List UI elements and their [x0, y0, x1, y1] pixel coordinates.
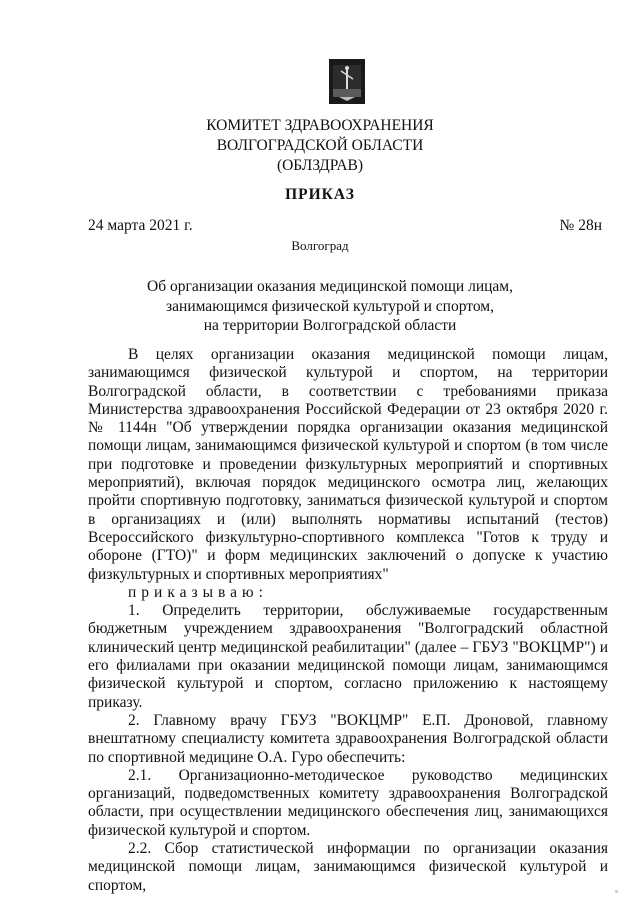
document-title: ПРИКАЗ [285, 186, 355, 203]
item-2-2-paragraph: 2.2. Сбор статистической информации по организации оказания медицинской помощи лицам, занимающимся физической культурой и спортом, [88, 840, 608, 894]
document-city: Волгоград [291, 238, 349, 253]
document-number: № 28н [559, 217, 602, 234]
subject-line3: на территории Волгоградской области [203, 317, 457, 334]
org-name-line2: ВОЛГОГРАДСКОЙ ОБЛАСТИ [216, 137, 424, 154]
subject-line1: Об организации оказания медицинской помощи лицам, [147, 278, 513, 295]
item-2-1-paragraph: 2.1. Организационно-методическое руководство медицинских организаций, подведомственных комитету здравоохранения Волгоградской области, при осуществлении медицинского обеспечения лиц, занимающихся физической культурой и спортом. [88, 766, 608, 839]
preamble-paragraph: В целях организации оказания медицинской помощи лицам, занимающимся физической культурой и спортом, на территории Волгоградской области, в соответствии с требованиями приказа Министерства здравоохранения Российской Федерации от 23 октября 2020 г. № 1144н "Об утверждении порядка организации оказания медицинской помощи лицам, занимающимся физической культурой и спортом (в том числе при подготовке и проведении физкультурных мероприятий и спортивных мероприятий), включая порядок медицинского осмотра лиц, желающих пройти спортивную подготовку, заниматься физической культурой и спортом в организациях и (или) выполнять нормативы испытаний (тестов) Всероссийского физкультурно-спортивного комплекса "Готов к труду и обороне (ГТО)" и форм медицинских заключений о допуске к участию физкультурных и спортивных мероприятиях" [88, 346, 608, 583]
document-date: 24 марта 2021 г. [88, 217, 193, 234]
document-body [88, 346, 608, 895]
order-word: приказываю: [128, 583, 268, 601]
org-name-line1: КОМИТЕТ ЗДРАВООХРАНЕНИЯ [206, 117, 434, 134]
coat-of-arms-icon [329, 59, 365, 104]
subject-line2: занимающимся физической культурой и спортом, [166, 297, 494, 315]
item-1-paragraph: 1. Определить территории, обслуживаемые государственным бюджетным учреждением здравоохранения "Волгоградский областной клинический центр медицинской реабилитации" (далее – ГБУЗ "ВОКЦМР") и его филиалами при оказании медицинской помощи лицам, занимающимся физической культурой и спортом, согласно приложению к настоящему приказу. [88, 602, 608, 711]
document-subject [120, 277, 540, 336]
org-name-abbr: (ОБЛЗДРАВ) [276, 157, 364, 174]
date-number-line [88, 217, 602, 237]
scan-artifact [615, 890, 618, 893]
item-2-paragraph: 2. Главному врачу ГБУЗ "ВОКЦМР" Е.П. Дроновой, главному внештатному специалисту комитета здравоохранения Волгоградской области по спортивной медицине О.А. Гуро обеспечить: [88, 711, 608, 766]
